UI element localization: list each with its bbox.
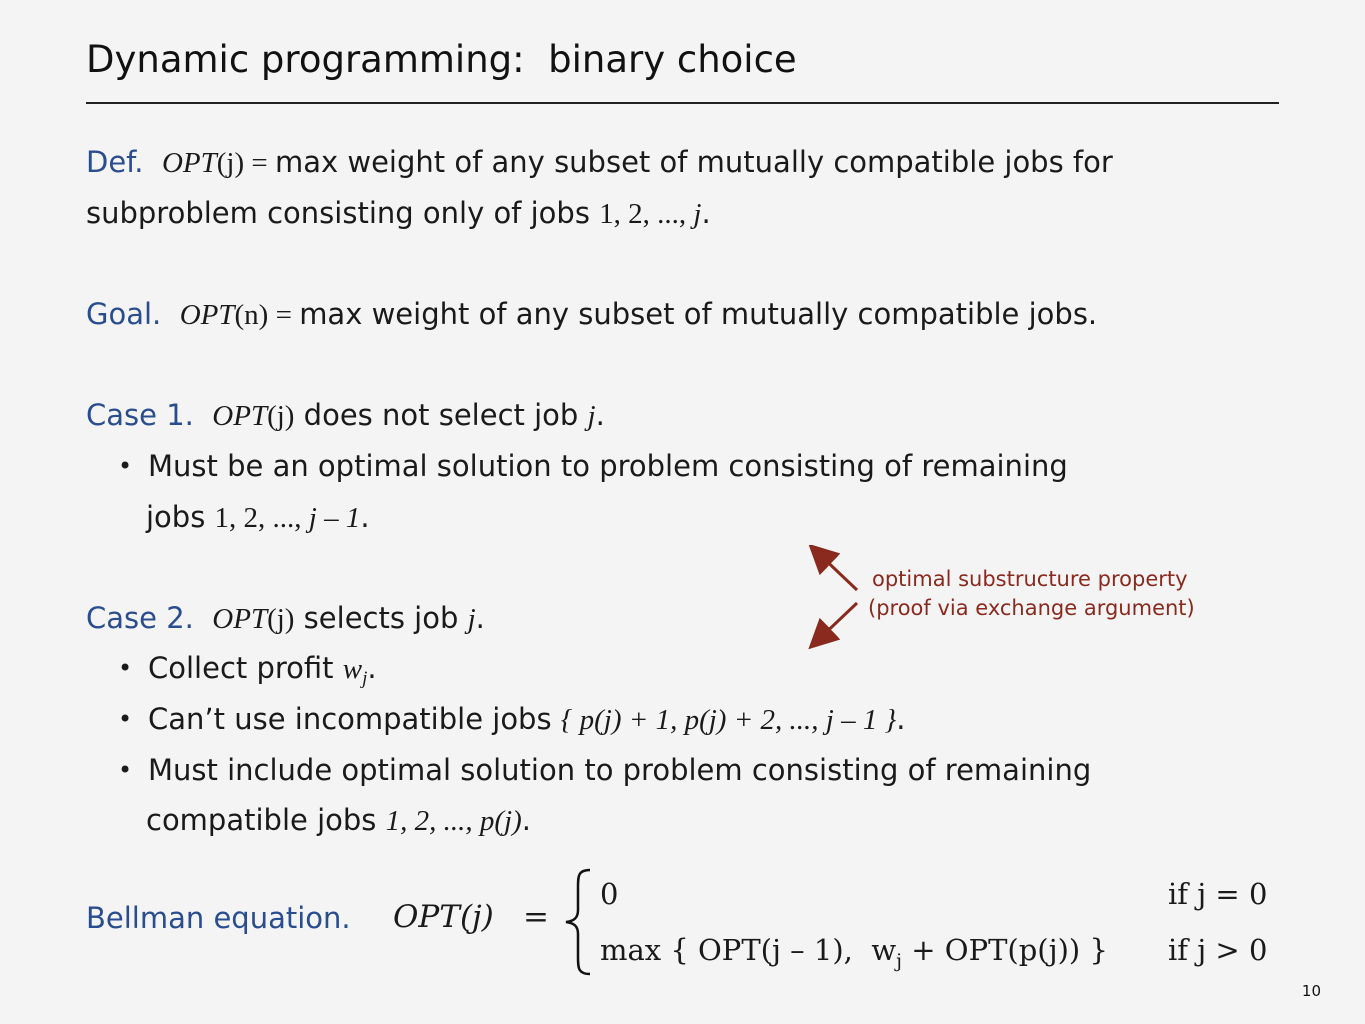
case2-bullet3-seq: 1, 2, ..., p(j) <box>385 805 522 837</box>
case2-bullet1-w: w <box>342 653 363 685</box>
goal-label: Goal. <box>86 297 162 331</box>
page-number: 10 <box>1301 982 1321 1000</box>
case2-bullet3-end: . <box>521 803 531 837</box>
def-arg: (j) <box>216 147 245 179</box>
bellman-eq: = <box>523 899 549 935</box>
annotation-arrows <box>805 545 865 650</box>
def-end: . <box>701 196 711 230</box>
case1-line <box>86 395 605 436</box>
case2-bullet2-text: Can’t use incompatible jobs <box>148 702 561 736</box>
case1-bullet1-period: . <box>360 500 370 534</box>
case2-opt: OPT <box>212 603 268 635</box>
goal-line <box>86 294 1097 335</box>
case1-label: Case 1. <box>86 398 194 432</box>
bellman-lhs: OPT(j) <box>393 899 494 935</box>
goal-opt: OPT <box>179 299 235 331</box>
def-text-2: subproblem consisting only of jobs <box>86 196 600 230</box>
case1-bullet1-seq: 1, 2, ..., <box>214 502 309 534</box>
goal-arg: (n) <box>234 299 269 331</box>
bellman-case1-value: 0 <box>600 877 619 911</box>
arrow-down-icon <box>817 603 857 641</box>
case1-bullet1-line2 <box>146 497 370 538</box>
case2-bullet2-end: . <box>896 702 906 736</box>
case1-bullet1-line1: Must be an optimal solution to problem consisting of remaining <box>148 449 1068 483</box>
bullet-dot: • <box>118 705 133 733</box>
def-j: j <box>693 198 702 230</box>
case2-label: Case 2. <box>86 601 194 635</box>
bellman-case2-value: max { OPT(j – 1), $w_j + OPT(p(j))$ } <box>600 933 1108 972</box>
bullet-dot: • <box>118 452 133 480</box>
goal-text: max weight of any subset of mutually compatible jobs. <box>299 297 1098 331</box>
case2-arg: (j) <box>267 603 295 635</box>
annotation-line-1: optimal substructure property <box>872 567 1188 591</box>
case2-bullet1-sub: j <box>362 668 368 689</box>
def-text-1: max weight of any subset of mutually compatible jobs for <box>274 145 1113 179</box>
case2-bullet2-set: { p(j) + 1, p(j) + 2, ..., j – 1 } <box>560 704 897 736</box>
case2-end: . <box>475 601 485 635</box>
case1-opt: OPT <box>212 400 268 432</box>
case2-j: j <box>467 603 476 635</box>
case2-text: selects job <box>294 601 468 635</box>
def-line-1 <box>86 142 1113 183</box>
case2-bullet3-line2 <box>146 800 531 841</box>
arrow-up-icon <box>817 552 857 590</box>
def-label: Def. <box>86 145 144 179</box>
case1-text: does not select job <box>294 398 588 432</box>
case2-bullet3-line1: Must include optimal solution to problem consisting of remaining <box>148 753 1092 787</box>
case1-end: . <box>595 398 605 432</box>
case2-bullet2 <box>148 699 905 740</box>
case2-line <box>86 598 485 639</box>
bellman-label: Bellman equation. <box>86 901 351 935</box>
case1-j: j <box>587 400 596 432</box>
goal-eq: = <box>268 299 300 331</box>
case1-arg: (j) <box>267 400 295 432</box>
case2-bullet1 <box>148 648 377 699</box>
def-seq: 1, 2, ..., <box>599 198 694 230</box>
def-opt: OPT <box>161 147 217 179</box>
def-line-2 <box>86 193 711 234</box>
bellman-case2-cond: if j > 0 <box>1168 933 1268 967</box>
case2-bullet3-jobs: compatible jobs <box>146 803 386 837</box>
case1-bullet1-end: j – 1 <box>308 502 361 534</box>
bullet-dot: • <box>118 654 133 682</box>
annotation-line-2: (proof via exchange argument) <box>868 596 1195 620</box>
bullet-dot: • <box>118 756 133 784</box>
bellman-case1-cond: if j = 0 <box>1168 877 1268 911</box>
slide-title: Dynamic programming: binary choice <box>86 38 797 81</box>
def-eq: = <box>244 147 275 179</box>
case2-bullet1-text: Collect profit <box>148 651 343 685</box>
case1-bullet1-jobs: jobs <box>146 500 215 534</box>
left-brace-icon <box>560 866 596 978</box>
title-rule <box>86 102 1279 104</box>
case2-bullet1-end: . <box>367 651 377 685</box>
